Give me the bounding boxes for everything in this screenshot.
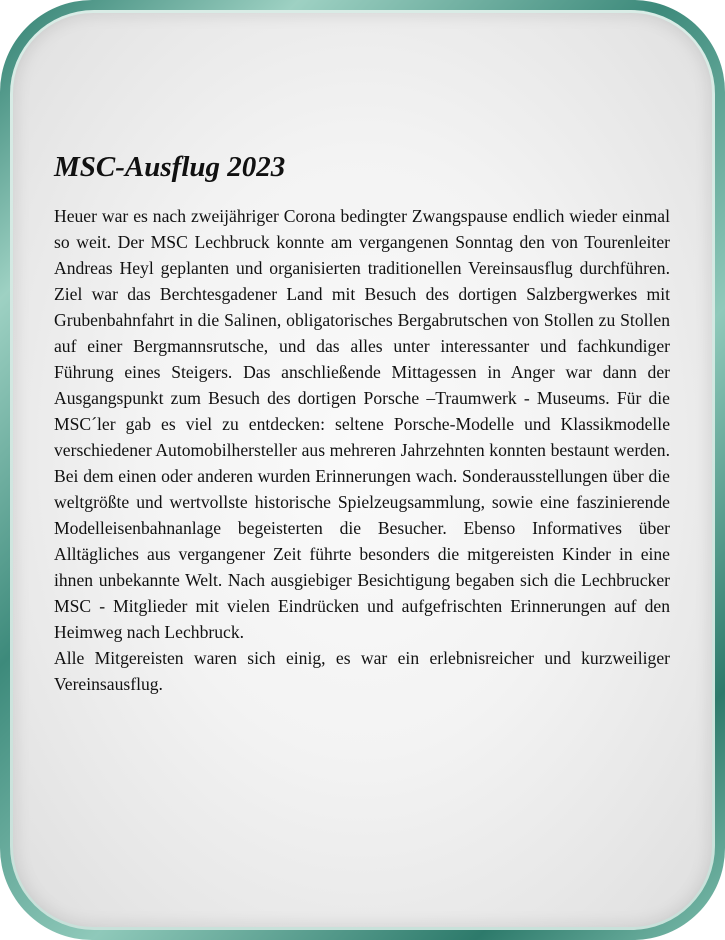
- article-title: MSC-Ausflug 2023: [54, 151, 286, 183]
- content-panel: [13, 13, 712, 927]
- frame-bevel: [10, 10, 715, 930]
- article-paragraph-1: Heuer war es nach zweijähriger Corona bedingter Zwangspause endlich wieder einmal so weit. Der MSC Lechbruck konnte am vergangenen Sonntag den von Tourenleiter Andreas Heyl geplanten und organisierten traditionellen Vereinsausflug durchführen. Ziel war das Berchtesgadener Land mit Besuch des dortigen Salzbergwerkes mit Grubenbahnfahrt in die Salinen, obligatorisches Bergabrutschen von Stollen zu Stollen auf einer Bergmannsrutsche, und das alles unter interessanter und fachkundiger Führung eines Steigers. Das anschließende Mittagessen in Anger war dann der Ausgangspunkt zum Besuch des dortigen Porsche –Traumwerk - Museums. Für die MSC´ler gab es viel zu entdecken: seltene Porsche-Modelle und Klassikmodelle verschiedener Automobilhersteller aus mehreren Jahrzehnten konnten bestaunt werden. Bei dem einen oder anderen wurden Erinnerungen wach. Sonderausstellungen über die weltgrößte und wertvollste historische Spielzeugsammlung, sowie eine faszinierende Modelleisenbahnanlage begeisterten die Besucher. Ebenso Informatives über Alltägliches aus vergangener Zeit führte besonders die mitgereisten Kinder in eine ihnen unbekannte Welt. Nach ausgiebiger Besichtigung begaben sich die Lechbrucker MSC - Mitglieder mit vielen Eindrücken und aufgefrischten Erinnerungen auf den Heimweg nach Lechbruck.: [54, 206, 670, 642]
- article: [54, 149, 670, 697]
- article-paragraph-2: Alle Mitgereisten waren sich einig, es war ein erlebnisreicher und kurzweiliger Vereinsausflug.: [54, 648, 670, 694]
